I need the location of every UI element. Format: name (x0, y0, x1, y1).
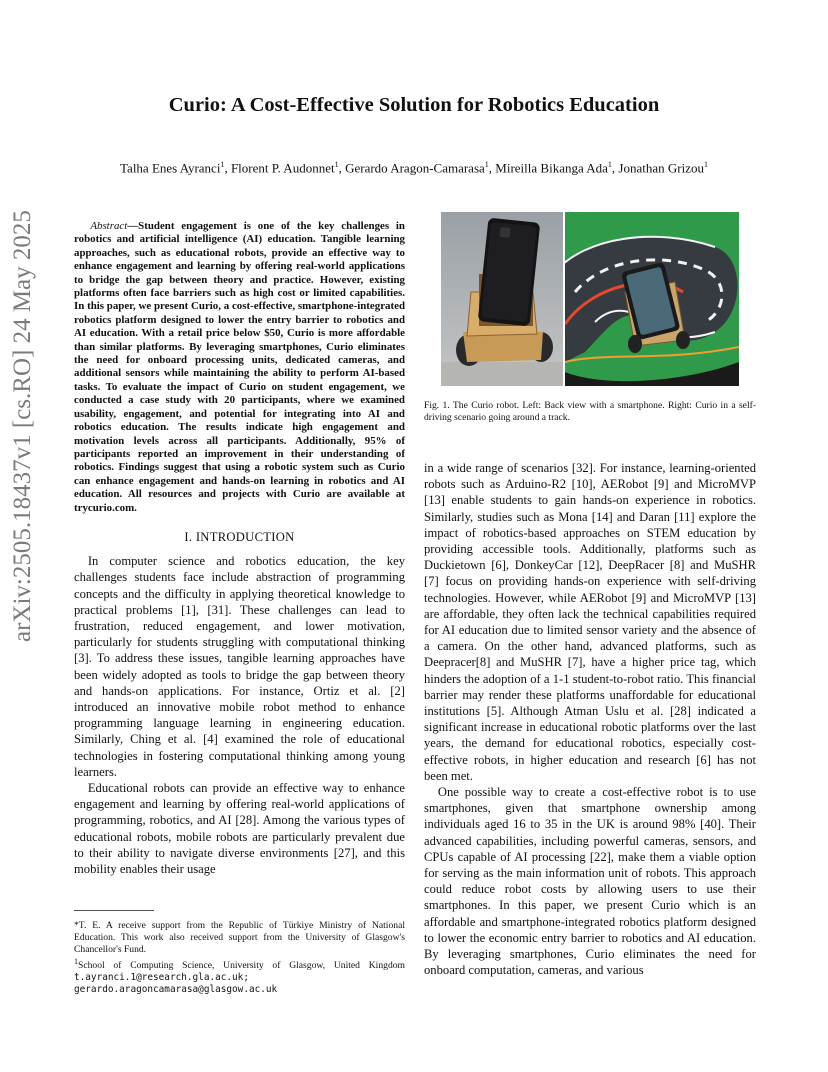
affiliation-mark: 1 (607, 160, 612, 169)
author-name: Talha Enes Ayranci (120, 160, 221, 176)
affiliation-mark: 1 (334, 160, 339, 169)
abstract (74, 220, 405, 515)
email-link[interactable]: gerardo.aragoncamarasa@glasgow.ac.uk (74, 984, 278, 996)
body-paragraph: In computer science and robotics education, the key challenges students face include abstraction of programming concepts and the difficulty in applying theoretical knowledge to practical problems [1], [31]. These challenges can lead to frustration, reduced engagement, and lower motivation, particularly for students struggling with computational thinking [3]. To address these issues, tangible learning approaches have been widely adopted as tools to bridge the gap between theory and hands-on applications. For instance, Ortiz et al. [2] introduced an innovative mobile robot method to enhance programming language learning in engineering education. Similarly, Ching et al. [4] examined the role of educational technologies in fostering computational thinking among young learners. (74, 554, 405, 779)
self-driving-track-photo (565, 212, 739, 386)
author-name: Florent P. Audonnet (230, 160, 335, 176)
left-column (74, 220, 405, 877)
email-link[interactable]: t.ayranci.1@research.gla.ac.uk; (74, 972, 249, 984)
body-paragraph: One possible way to create a cost-effective robot is to use smartphones, given that smartphone ownership among individuals aged 16 to 35 in the UK is around 98% [40]. Their advanced capabilities, including powerful cameras, sensors, and CPUs capable of AI processing [22], make them a viable option for serving as the main information unit of robots. This approach could reduce robot costs by allowing users to use their smartphones. In this paper, we present Curio which is an affordable and smartphone-integrated robotics platform designed to lower the economic entry barrier to robotics and AI education. By leveraging smartphones, Curio eliminates the need for onboard computation, cameras, and various (424, 785, 756, 978)
paper-title: Curio: A Cost-Effective Solution for Robotics Education (168, 94, 660, 116)
author-name: Jonathan Grizou (618, 160, 704, 176)
body-paragraph: Educational robots can provide an effective way to enhance engagement and learning by offering real-world applications of programming, robotics, and AI [28]. Among the various types of educational robots, mobile robots are particularly prevalent due to their ability to navigate diverse environments [27], and this mobility enables their usage (74, 780, 405, 876)
abstract-label: Abstract (90, 220, 128, 232)
footnote-divider (74, 910, 154, 911)
body-paragraph: in a wide range of scenarios [32]. For instance, learning-oriented robots such as Arduino-R2 [10], AERobot [9] and MicroMVP [13] enable students to gain hands-on experience in robotics. Similarly, studies such as Mona [14] and Daran [11] explore the impact of robotics-based approaches on STEM education by providing accessible tools. Additionally, platforms such as Duckietown [6], DonkeyCar [12], DeepRacer [8] and MuSHR [7] focus on providing hands-on experience with self-driving technologies. However, while AERobot [9] and MicroMVP [13] are affordable, they often lack the technical capabilities required for AI education due to limited sensor variety and the absence of a camera. On the other hand, advanced platforms, such as Deepracer[8] and MuSHR [7], have a higher price tag, which hinders the adoption of a 1-1 student-to-robot ratio. This financial barrier may render these platforms unaffordable for educational institutions [5]. Although Atman Uslu et al. [28] indicated a significant increase in educational robotic platforms over the last years, the demand for educational robotics, especially cost-effective robots, in higher education and research [6] has not been met. (424, 461, 756, 783)
affiliation-mark: 1 (703, 160, 708, 169)
affiliation-mark: 1 (484, 160, 489, 169)
author-list: Talha Enes Ayranci$^1$, Florent P. Audonnet$^1$, Gerardo Aragon-Camarasa$^1$, Mireilla Bikanga Ada$^1$, Jonathan Grizou$^1$ (120, 160, 708, 176)
affiliation-mark: 1 (220, 160, 225, 169)
arxiv-identifier: arXiv:2505.18437v1 [cs.RO] 24 May 2025 (9, 210, 36, 642)
right-column (424, 460, 756, 979)
figure-1 (441, 212, 739, 386)
figure-caption: Fig. 1. The Curio robot. Left: Back view with a smartphone. Right: Curio in a self-driving scenario going around a track. (424, 400, 756, 423)
affiliation-text: School of Computing Science, University of Glasgow, United Kingdom (78, 960, 405, 972)
affiliation-footnote (74, 956, 405, 996)
footnotes (74, 920, 405, 996)
author-name: Mireilla Bikanga Ada (495, 160, 608, 176)
funding-footnote: *T. E. A receive support from the Republic of Türkiye Ministry of National Education. This work also received support from the University of Glasgow's Chancellor's Fund. (74, 920, 405, 955)
abstract-text: —Student engagement is one of the key challenges in robotics and artificial intelligence (AI) education. Tangible learning approaches, such as educational robots, provide an effective way to enhance engagement and learning by offering real-world applications to bridge the gap between theory and practice. However, existing platforms often face barriers such as high cost or limited capabilities. In this paper, we present Curio, a cost-effective, smartphone-integrated robotics platform designed to lower the entry barrier to robotics and AI education. With a retail price below $50, Curio is more affordable than similar platforms. By leveraging smartphones, Curio eliminates the need for onboard processing units, dedicated cameras, and additional sensors while maintaining the ability to perform AI-based tasks. To evaluate the impact of Curio on student engagement, we conducted a case study with 20 participants, where we examined usability, engagement, and potential for integrating into AI and robotics education. The results indicate high engagement and motivation levels across all participants. Additionally, 95% of participants reported an improvement in their understanding of robotics. Findings suggest that using a robotic system such as Curio can enhance engagement and hands-on learning in robotics and AI education. All resources and projects with Curio are available at trycurio.com. (74, 220, 405, 514)
section-heading: I. INTRODUCTION (184, 529, 295, 544)
author-name: Gerardo Aragon-Camarasa (345, 160, 485, 176)
affiliation-mark: 1 (74, 957, 78, 966)
robot-back-view-photo (441, 212, 563, 386)
